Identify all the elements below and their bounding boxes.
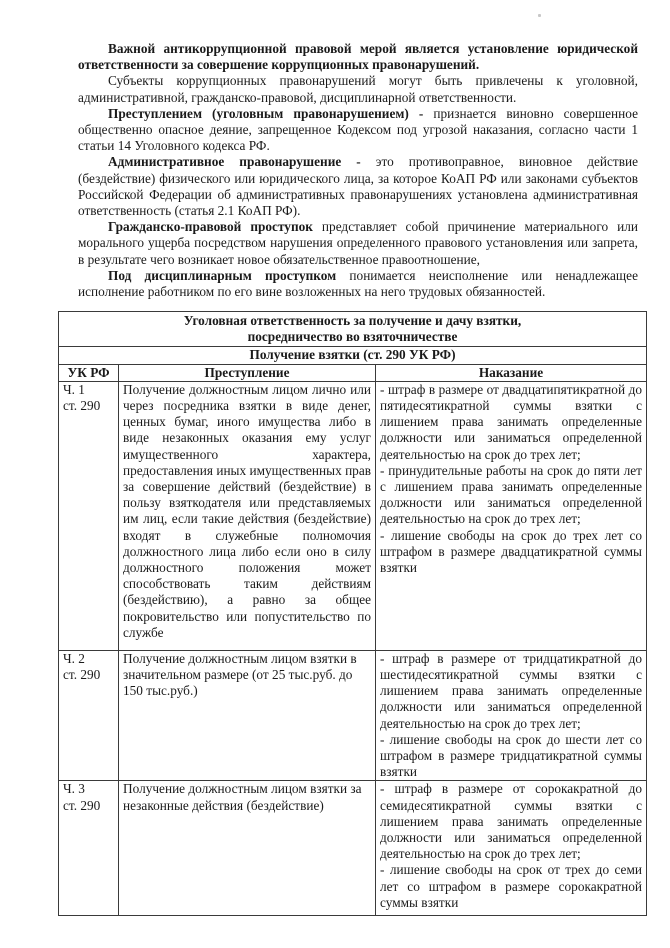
table-header-row: [59, 364, 647, 381]
caption-line-1: Уголовная ответственность за получение и дачу взятки,: [183, 313, 522, 328]
liability-table: [58, 311, 647, 916]
header-article: УК РФ: [59, 364, 119, 381]
table-row: [59, 781, 647, 916]
article-number: ст. 290: [63, 398, 101, 414]
scan-artifact: [538, 14, 541, 17]
def-admin: это противоправное, виновное действие (бездействие) физического или юридического лица, за которое КоАП РФ или законами субъектов Российской Федерации об административных правонарушениях установлена административная ответственность (статья 2.1 КоАП РФ).: [78, 154, 638, 219]
table-subcaption: Получение взятки (ст. 290 УК РФ): [59, 347, 647, 364]
term-crime: Преступлением (уголовным правонарушением) -: [108, 105, 424, 121]
intro-section: [78, 41, 638, 300]
table-caption-row: [59, 312, 647, 347]
article-number: ст. 290: [63, 667, 101, 683]
table-subcaption-row: [59, 347, 647, 364]
definition-crime: [78, 106, 638, 155]
table-caption: [59, 312, 647, 347]
penalty-cell: [376, 381, 647, 650]
term-disciplinary: Под дисциплинарным проступком: [108, 267, 337, 283]
intro-heading-text: Важной антикоррупционной правовой мерой является установление юридической ответственности за совершение коррупционных правонарушений.: [78, 41, 638, 73]
caption-line-2: посредничество во взяточничестве: [247, 329, 458, 345]
penalty-cell: [376, 650, 647, 781]
intro-heading: [78, 41, 638, 73]
penalty-item: - принудительные работы на срок до пяти лет с лишением права занимать определенные должности или заниматься определенной деятельностью на срок до трех лет;: [380, 462, 642, 527]
article-cell: [59, 381, 119, 650]
article-number: ст. 290: [63, 797, 101, 813]
definition-admin: [78, 154, 638, 219]
header-penalty: Наказание: [376, 364, 647, 381]
table-row: [59, 650, 647, 781]
article-cell: [59, 650, 119, 781]
crime-cell: Получение должностным лицом взятки за незаконные действия (бездействие): [119, 781, 376, 916]
article-part: Ч. 3: [63, 781, 85, 797]
penalty-item: - лишение свободы на срок до шести лет со штрафом в размере тридцатикратной суммы взятки: [380, 731, 642, 780]
term-civil: Гражданско-правовой проступок: [108, 219, 313, 235]
intro-subjects: Субъекты коррупционных правонарушений могут быть привлечены к уголовной, административной, гражданско-правовой, дисциплинарной ответственности.: [78, 73, 638, 105]
crime-cell: Получение должностным лицом лично или через посредника взятки в виде денег, ценных бумаг, иного имущества либо в виде незаконных оказания ему услуг имущественного характера, предоставления иных имущественных прав за совершение действий (бездействие) в пользу взяткодателя или представляемых им лиц, если такие действия (бездействие) входят в служебные полномочия должностного лица либо если оно в силу должностного положения может способствовать таким действиям (бездействию), а равно за общее покровительство или попустительство по службе: [119, 381, 376, 650]
penalty-item: - штраф в размере от тридцатикратной до шестидесятикратной суммы взятки с лишением права занимать определенные должности или заниматься определенной деятельностью на срок до трех лет;: [380, 650, 642, 731]
article-part: Ч. 2: [63, 650, 85, 666]
crime-cell: Получение должностным лицом взятки в значительном размере (от 25 тыс.руб. до 150 тыс.руб.): [119, 650, 376, 781]
definition-disciplinary: [78, 268, 638, 300]
table-row: [59, 381, 647, 650]
article-cell: [59, 781, 119, 916]
penalty-cell: [376, 781, 647, 916]
header-crime: Преступление: [119, 364, 376, 381]
article-part: Ч. 1: [63, 381, 85, 397]
def-crime: признается виновно совершенное общественно опасное деяние, запрещенное Кодексом под угрозой наказания, согласно части 1 статьи 14 Уголовного кодекса РФ.: [78, 105, 639, 154]
definition-civil: [78, 219, 638, 268]
def-disciplinary: понимается неисполнение или ненадлежащее исполнение работником по его вине возложенных на него трудовых обязанностей.: [78, 267, 638, 300]
penalty-item: - лишение свободы на срок от трех до семи лет со штрафом в размере сорокакратной суммы взятки: [380, 862, 642, 910]
penalty-item: - штраф в размере от сорокакратной до семидесятикратной суммы взятки с лишением права занимать определенные должности или заниматься определенной деятельностью на срок до трех лет;: [380, 781, 642, 862]
def-civil: представляет собой причинение материального или морального ущерба посредством нарушения определенного правового установления или запрета, в результате чего возникает новое обязательственное правоотношение,: [78, 219, 638, 267]
term-admin: Административное правонарушение -: [108, 154, 361, 170]
penalty-item: - лишение свободы на срок до трех лет со штрафом в размере двадцатикратной суммы взятки: [380, 527, 642, 576]
penalty-item: - штраф в размере от двадцатипятикратной до пятидесятикратной суммы взятки с лишением права занимать определенные должности или заниматься определенной деятельностью на срок до трех лет;: [380, 381, 642, 462]
